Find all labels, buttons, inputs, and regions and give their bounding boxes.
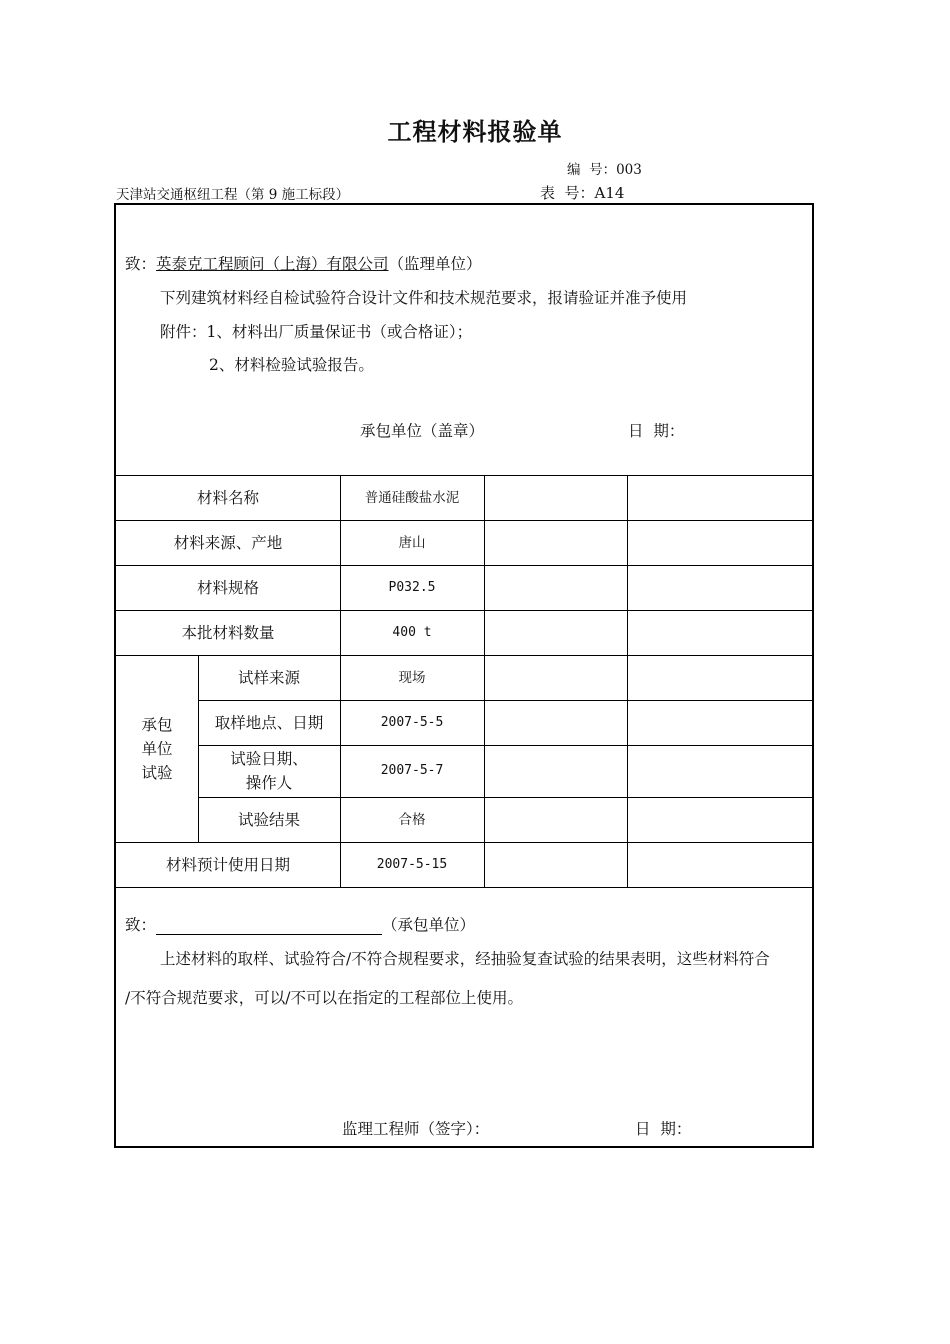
- attachment-2: 2、材料检验试验报告。: [209, 356, 374, 374]
- row-label-expected-use-date: 材料预计使用日期: [165, 855, 290, 874]
- row-value-material-source: 唐山: [398, 534, 426, 551]
- row-label-test-result: 试验结果: [237, 810, 300, 829]
- row-value-sampling-place-date: 2007-5-5: [380, 714, 444, 730]
- serial-number: [567, 158, 642, 178]
- engineer-signature-label: 监理工程师（签字）：: [342, 1120, 490, 1138]
- row-label-line: 试验日期、: [230, 750, 308, 768]
- contractor-name-blank[interactable]: [156, 918, 382, 935]
- row-label-sampling-place-date: 取样地点、日期: [214, 713, 324, 732]
- form-frame: [114, 203, 814, 1148]
- project-name: 天津站交通枢纽工程（第 9 施工标段）: [116, 187, 350, 203]
- row-label-batch-quantity: 本批材料数量: [181, 623, 275, 642]
- form-number-value: A14: [594, 184, 625, 202]
- row-value-test-result: 合格: [398, 811, 426, 828]
- row-label-line: 操作人: [245, 774, 293, 792]
- form-number: [540, 182, 624, 203]
- group-label-contractor-test: [116, 655, 198, 842]
- contractor-suffix: （承包单位）: [382, 916, 476, 934]
- group-label-line: 承包: [141, 715, 173, 734]
- supervisor-suffix: （监理单位）: [388, 255, 482, 273]
- review-statement-line1: 上述材料的取样、试验符合/不符合规程要求，经抽验复查试验的结果表明，这些材料符合: [160, 950, 770, 968]
- bottom-date-label: 日 期：: [635, 1120, 692, 1138]
- contractor-seal-label: 承包单位（盖章）: [360, 422, 485, 440]
- row-value-material-spec: P032.5: [388, 579, 436, 595]
- to-label: 致：: [125, 255, 157, 273]
- supervisor-company: 英泰克工程顾问（上海）有限公司: [156, 255, 389, 273]
- top-date-label: 日 期：: [628, 422, 685, 440]
- group-label-line: 试验: [141, 763, 173, 782]
- row-label-test-date-operator: [198, 745, 340, 797]
- row-value-test-date-operator: 2007-5-7: [380, 763, 444, 778]
- attachment-1: 附件：1、材料出厂质量保证书（或合格证）；: [160, 323, 473, 341]
- row-label-material-name: 材料名称: [196, 488, 259, 507]
- row-value-material-name: 普通硅酸盐水泥: [364, 489, 460, 506]
- row-label-material-spec: 材料规格: [196, 578, 259, 597]
- request-statement: 下列建筑材料经自检试验符合设计文件和技术规范要求，报请验证并准予使用: [160, 289, 688, 307]
- row-label-sample-source: 试样来源: [237, 668, 300, 687]
- review-statement-line2: /不符合规范要求，可以/不可以在指定的工程部位上使用。: [125, 989, 523, 1007]
- serial-label: 编 号：: [567, 162, 617, 178]
- row-value-expected-use-date: 2007-5-15: [376, 856, 448, 872]
- row-value-batch-quantity: 400 t: [392, 624, 432, 640]
- serial-value: 003: [616, 162, 642, 178]
- addressee-line: [125, 252, 482, 274]
- group-label-line: 单位: [141, 739, 173, 758]
- bottom-to-label: 致：: [125, 916, 157, 934]
- row-label-material-source: 材料来源、产地: [173, 533, 283, 552]
- row-value-sample-source: 现场: [398, 669, 426, 686]
- bottom-addressee-line: [125, 913, 475, 935]
- form-number-label: 表 号：: [540, 184, 595, 202]
- form-title: 工程材料报验单: [387, 118, 563, 146]
